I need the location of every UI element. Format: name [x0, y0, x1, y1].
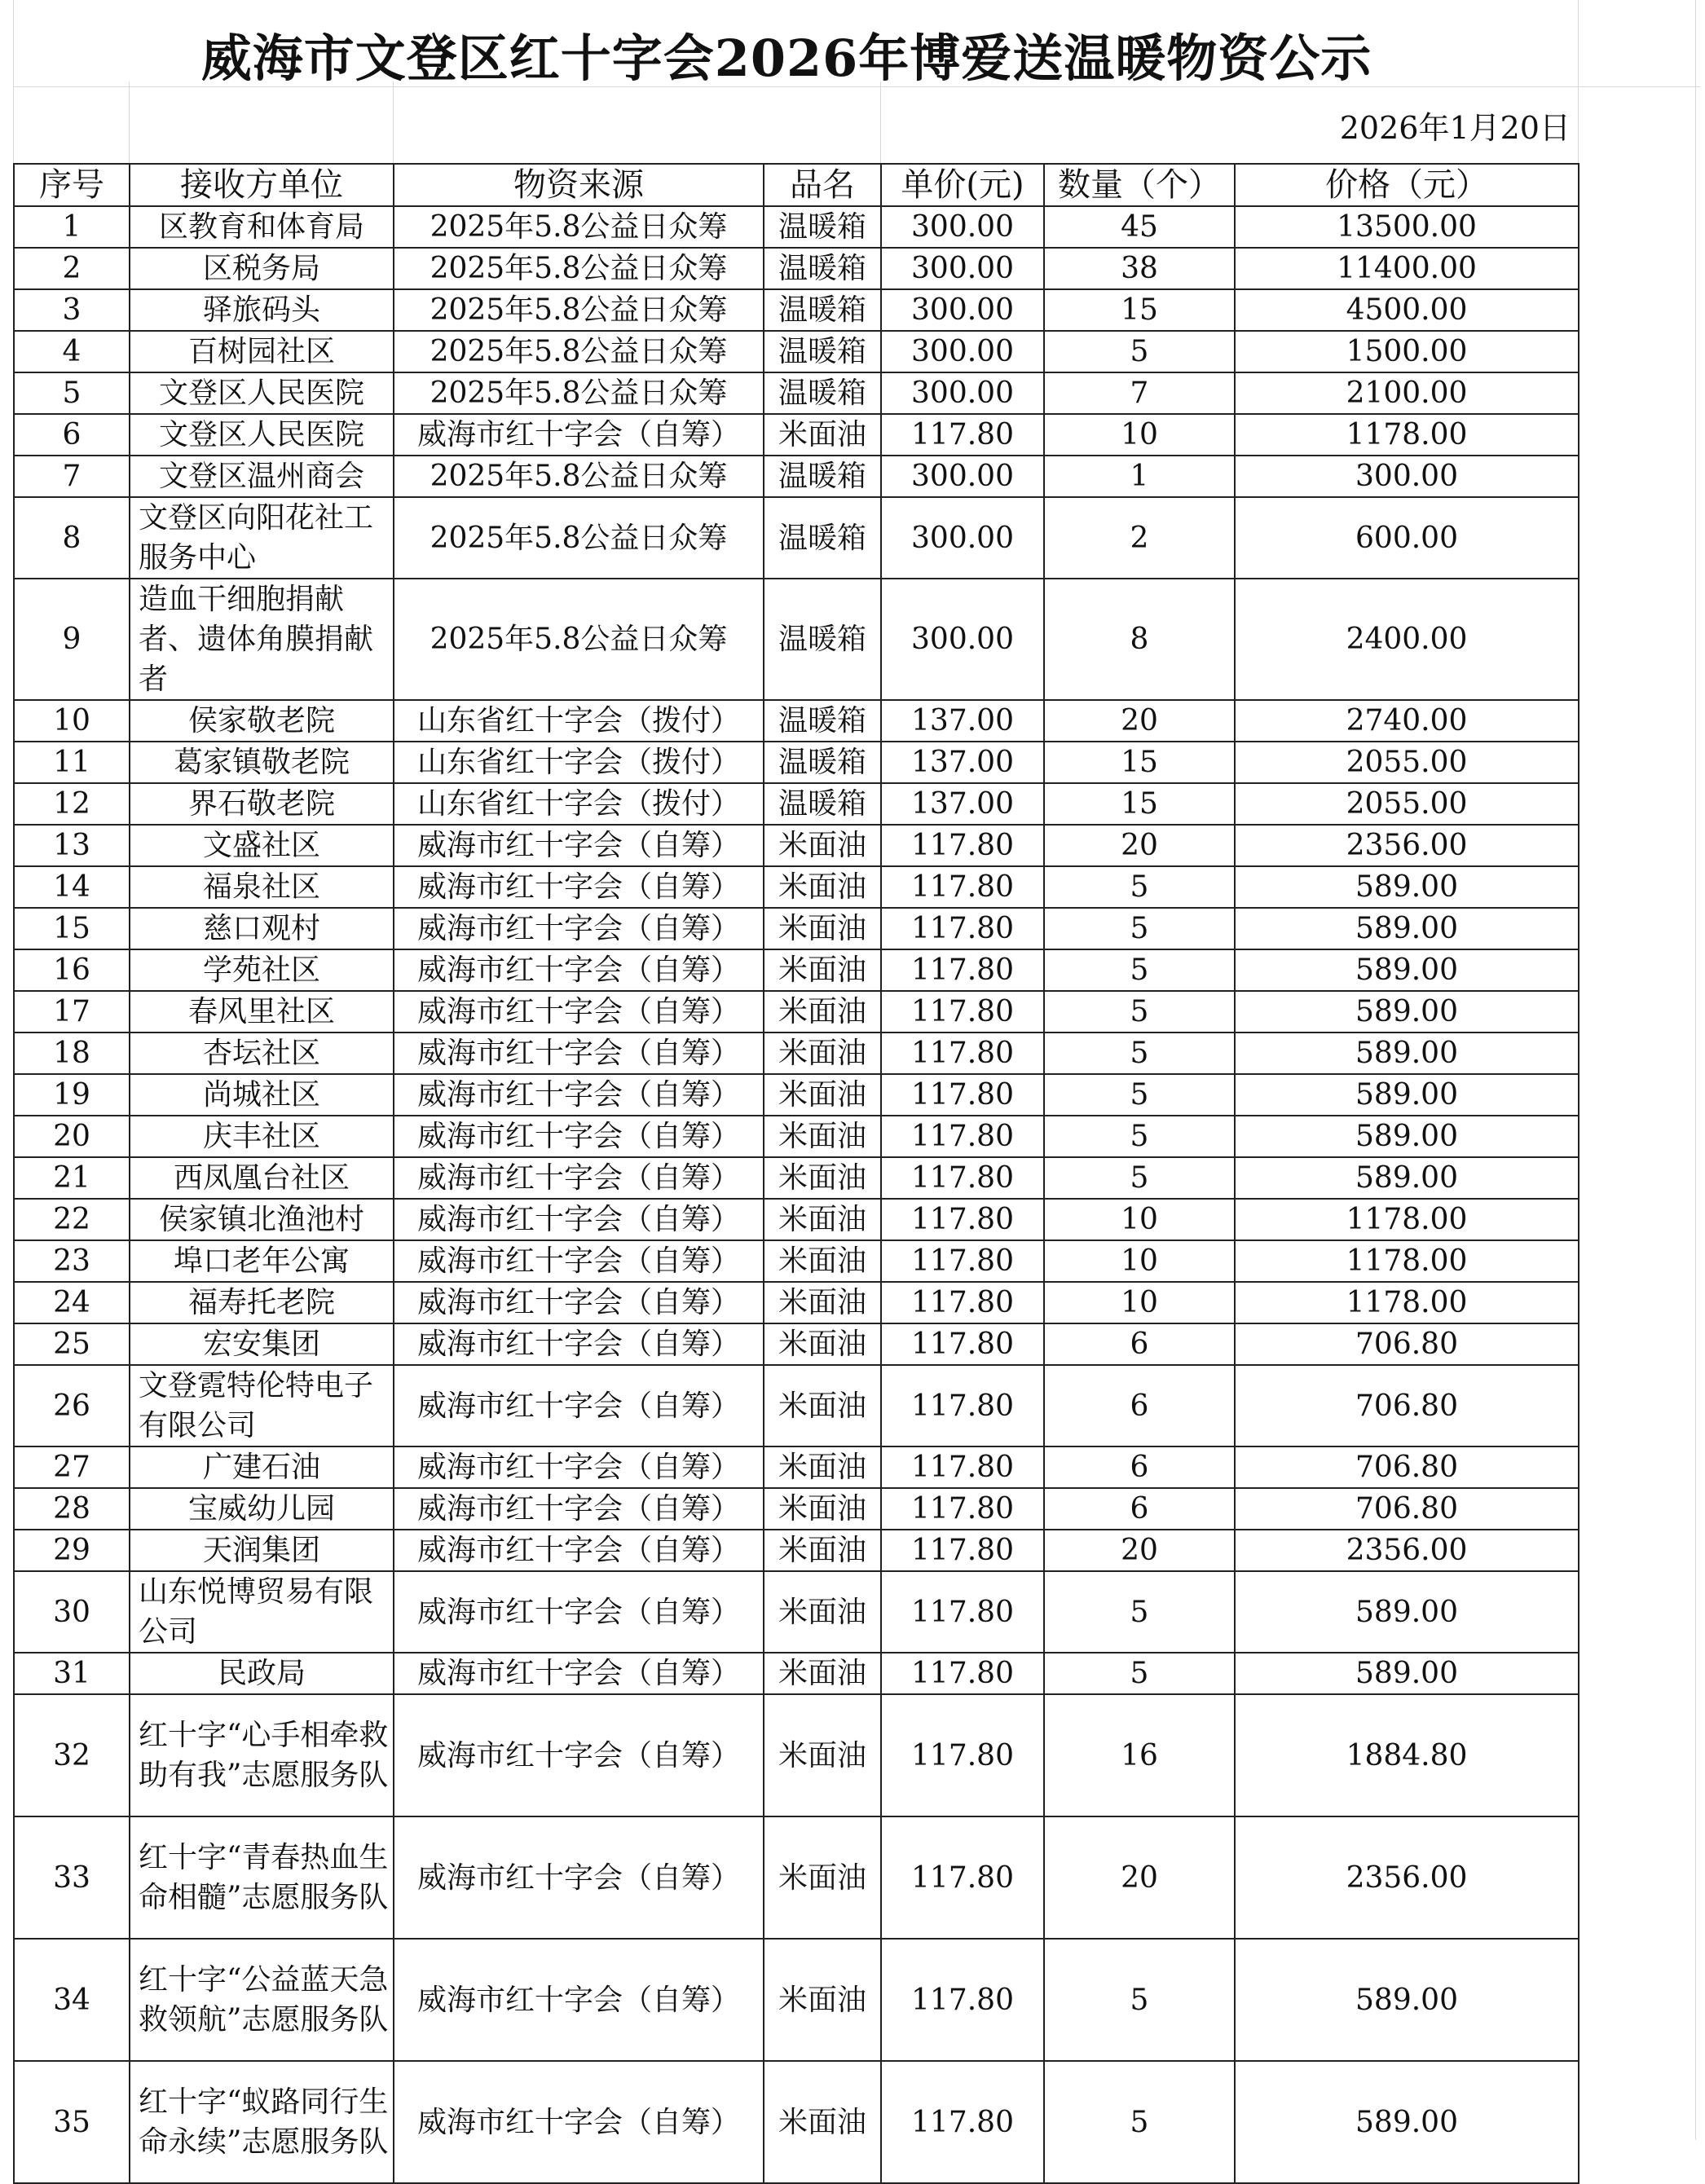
unit-price: 137.00	[881, 783, 1044, 825]
header-total: 价格（元）	[1235, 164, 1579, 206]
item-name: 米面油	[764, 1653, 881, 1694]
total-price: 589.00	[1235, 1116, 1579, 1157]
unit-price: 117.80	[881, 1694, 1044, 1816]
table-row	[14, 331, 1579, 372]
item-name: 温暖箱	[764, 497, 881, 579]
item-name: 米面油	[764, 1116, 881, 1157]
unit-price: 117.80	[881, 991, 1044, 1033]
material-source: 威海市红十字会（自筹）	[394, 949, 764, 991]
grid-line	[1695, 0, 1696, 2140]
quantity: 15	[1044, 289, 1235, 331]
table-row	[14, 1365, 1579, 1446]
material-source: 山东省红十字会（拨付）	[394, 742, 764, 783]
unit-price: 300.00	[881, 372, 1044, 414]
unit-price: 117.80	[881, 1157, 1044, 1199]
row-number: 22	[14, 1199, 130, 1240]
unit-price: 117.80	[881, 908, 1044, 949]
unit-price: 117.80	[881, 1116, 1044, 1157]
material-source: 威海市红十字会（自筹）	[394, 1282, 764, 1323]
item-name: 米面油	[764, 1074, 881, 1116]
item-name: 米面油	[764, 908, 881, 949]
row-number: 15	[14, 908, 130, 949]
table-row	[14, 1446, 1579, 1488]
unit-price: 117.80	[881, 1282, 1044, 1323]
unit-price: 117.80	[881, 1365, 1044, 1446]
recipient-unit: 侯家镇北渔池村	[130, 1199, 394, 1240]
unit-price: 300.00	[881, 206, 1044, 248]
unit-price: 300.00	[881, 579, 1044, 700]
total-price: 11400.00	[1235, 248, 1579, 289]
table-row	[14, 1530, 1579, 1571]
unit-price: 117.80	[881, 1816, 1044, 1939]
unit-price: 117.80	[881, 1446, 1044, 1488]
recipient-unit: 造血干细胞捐献者、遗体角膜捐献者	[130, 579, 394, 700]
table-row	[14, 289, 1579, 331]
recipient-unit: 天润集团	[130, 1530, 394, 1571]
table-row	[14, 579, 1579, 700]
total-price: 13500.00	[1235, 206, 1579, 248]
recipient-unit: 杏坛社区	[130, 1033, 394, 1074]
quantity: 15	[1044, 742, 1235, 783]
material-source: 威海市红十字会（自筹）	[394, 908, 764, 949]
total-price: 589.00	[1235, 1074, 1579, 1116]
row-number: 25	[14, 1323, 130, 1365]
material-source: 威海市红十字会（自筹）	[394, 1571, 764, 1653]
unit-price: 300.00	[881, 331, 1044, 372]
recipient-unit: 百树园社区	[130, 331, 394, 372]
item-name: 米面油	[764, 1939, 881, 2061]
item-name: 温暖箱	[764, 700, 881, 742]
recipient-unit: 红十字“蚁路同行生命永续”志愿服务队	[130, 2061, 394, 2183]
recipient-unit: 区税务局	[130, 248, 394, 289]
row-number: 23	[14, 1240, 130, 1282]
material-source: 威海市红十字会（自筹）	[394, 825, 764, 866]
table-row	[14, 783, 1579, 825]
material-source: 2025年5.8公益日众筹	[394, 372, 764, 414]
material-source: 威海市红十字会（自筹）	[394, 1446, 764, 1488]
quantity: 5	[1044, 949, 1235, 991]
unit-price: 117.80	[881, 866, 1044, 908]
recipient-unit: 福寿托老院	[130, 1282, 394, 1323]
row-number: 18	[14, 1033, 130, 1074]
material-source: 威海市红十字会（自筹）	[394, 1074, 764, 1116]
header-unit: 接收方单位	[130, 164, 394, 206]
item-name: 温暖箱	[764, 331, 881, 372]
item-name: 米面油	[764, 1282, 881, 1323]
quantity: 6	[1044, 1488, 1235, 1530]
total-price: 4500.00	[1235, 289, 1579, 331]
total-price: 2356.00	[1235, 1816, 1579, 1939]
table-row	[14, 414, 1579, 456]
item-name: 温暖箱	[764, 742, 881, 783]
table-row	[14, 206, 1579, 248]
total-price: 600.00	[1235, 497, 1579, 579]
item-name: 米面油	[764, 1571, 881, 1653]
unit-price: 300.00	[881, 497, 1044, 579]
total-price: 2055.00	[1235, 783, 1579, 825]
page-title: 威海市文登区红十字会2026年博爱送温暖物资公示	[200, 29, 1372, 88]
table-row	[14, 1816, 1579, 1939]
row-number: 27	[14, 1446, 130, 1488]
publish-date: 2026年1月20日	[1339, 110, 1571, 146]
quantity: 1	[1044, 456, 1235, 497]
recipient-unit: 埠口老年公寓	[130, 1240, 394, 1282]
row-number: 20	[14, 1116, 130, 1157]
recipient-unit: 文登区人民医院	[130, 414, 394, 456]
quantity: 5	[1044, 2061, 1235, 2183]
table-row	[14, 1074, 1579, 1116]
item-name: 米面油	[764, 414, 881, 456]
recipient-unit: 文登区人民医院	[130, 372, 394, 414]
quantity: 38	[1044, 248, 1235, 289]
material-source: 2025年5.8公益日众筹	[394, 206, 764, 248]
material-source: 威海市红十字会（自筹）	[394, 1694, 764, 1816]
total-price: 706.80	[1235, 1323, 1579, 1365]
quantity: 10	[1044, 1199, 1235, 1240]
table-row	[14, 866, 1579, 908]
table-row	[14, 1694, 1579, 1816]
total-price: 1884.80	[1235, 1694, 1579, 1816]
total-price: 706.80	[1235, 1488, 1579, 1530]
total-price: 2055.00	[1235, 742, 1579, 783]
item-name: 米面油	[764, 1365, 881, 1446]
recipient-unit: 宏安集团	[130, 1323, 394, 1365]
material-source: 2025年5.8公益日众筹	[394, 456, 764, 497]
row-number: 33	[14, 1816, 130, 1939]
table-row	[14, 742, 1579, 783]
material-source: 威海市红十字会（自筹）	[394, 1240, 764, 1282]
quantity: 16	[1044, 1694, 1235, 1816]
unit-price: 117.80	[881, 414, 1044, 456]
material-source: 威海市红十字会（自筹）	[394, 1365, 764, 1446]
total-price: 1178.00	[1235, 414, 1579, 456]
total-price: 2400.00	[1235, 579, 1579, 700]
material-source: 2025年5.8公益日众筹	[394, 579, 764, 700]
recipient-unit: 民政局	[130, 1653, 394, 1694]
quantity: 10	[1044, 1282, 1235, 1323]
row-number: 24	[14, 1282, 130, 1323]
row-number: 2	[14, 248, 130, 289]
recipient-unit: 尚城社区	[130, 1074, 394, 1116]
quantity: 20	[1044, 825, 1235, 866]
item-name: 米面油	[764, 1199, 881, 1240]
unit-price: 117.80	[881, 825, 1044, 866]
total-price: 2356.00	[1235, 1530, 1579, 1571]
quantity: 5	[1044, 1074, 1235, 1116]
table-row	[14, 248, 1579, 289]
item-name: 温暖箱	[764, 206, 881, 248]
item-name: 温暖箱	[764, 289, 881, 331]
material-source: 2025年5.8公益日众筹	[394, 289, 764, 331]
quantity: 5	[1044, 1571, 1235, 1653]
item-name: 米面油	[764, 1157, 881, 1199]
unit-price: 117.80	[881, 1240, 1044, 1282]
row-number: 28	[14, 1488, 130, 1530]
row-number: 3	[14, 289, 130, 331]
header-source: 物资来源	[394, 164, 764, 206]
row-number: 10	[14, 700, 130, 742]
recipient-unit: 文盛社区	[130, 825, 394, 866]
distribution-table	[13, 163, 1579, 2184]
quantity: 20	[1044, 1816, 1235, 1939]
row-number: 7	[14, 456, 130, 497]
table-row	[14, 497, 1579, 579]
header-qty: 数量（个）	[1044, 164, 1235, 206]
recipient-unit: 广建石油	[130, 1446, 394, 1488]
table-row	[14, 2061, 1579, 2183]
unit-price: 117.80	[881, 1530, 1044, 1571]
total-price: 589.00	[1235, 949, 1579, 991]
table-row	[14, 1199, 1579, 1240]
recipient-unit: 宝威幼儿园	[130, 1488, 394, 1530]
item-name: 米面油	[764, 1530, 881, 1571]
total-price: 300.00	[1235, 456, 1579, 497]
table-row	[14, 1323, 1579, 1365]
quantity: 5	[1044, 1939, 1235, 2061]
recipient-unit: 葛家镇敬老院	[130, 742, 394, 783]
material-source: 2025年5.8公益日众筹	[394, 248, 764, 289]
material-source: 威海市红十字会（自筹）	[394, 866, 764, 908]
total-price: 1178.00	[1235, 1282, 1579, 1323]
quantity: 6	[1044, 1323, 1235, 1365]
item-name: 米面油	[764, 866, 881, 908]
row-number: 35	[14, 2061, 130, 2183]
material-source: 威海市红十字会（自筹）	[394, 991, 764, 1033]
recipient-unit: 庆丰社区	[130, 1116, 394, 1157]
unit-price: 137.00	[881, 742, 1044, 783]
recipient-unit: 慈口观村	[130, 908, 394, 949]
material-source: 威海市红十字会（自筹）	[394, 1939, 764, 2061]
quantity: 8	[1044, 579, 1235, 700]
recipient-unit: 红十字“心手相牵救助有我”志愿服务队	[130, 1694, 394, 1816]
row-number: 17	[14, 991, 130, 1033]
row-number: 14	[14, 866, 130, 908]
unit-price: 117.80	[881, 1653, 1044, 1694]
table-row	[14, 700, 1579, 742]
quantity: 5	[1044, 908, 1235, 949]
recipient-unit: 红十字“青春热血生命相髓”志愿服务队	[130, 1816, 394, 1939]
unit-price: 300.00	[881, 248, 1044, 289]
recipient-unit: 文登霓特伦特电子有限公司	[130, 1365, 394, 1446]
unit-price: 117.80	[881, 2061, 1044, 2183]
item-name: 温暖箱	[764, 372, 881, 414]
row-number: 4	[14, 331, 130, 372]
total-price: 589.00	[1235, 1571, 1579, 1653]
unit-price: 117.80	[881, 1571, 1044, 1653]
total-price: 589.00	[1235, 1033, 1579, 1074]
item-name: 米面油	[764, 825, 881, 866]
total-price: 1178.00	[1235, 1199, 1579, 1240]
total-price: 589.00	[1235, 2061, 1579, 2183]
total-price: 2100.00	[1235, 372, 1579, 414]
recipient-unit: 界石敬老院	[130, 783, 394, 825]
unit-price: 300.00	[881, 289, 1044, 331]
item-name: 温暖箱	[764, 783, 881, 825]
table-row	[14, 456, 1579, 497]
item-name: 温暖箱	[764, 248, 881, 289]
row-number: 1	[14, 206, 130, 248]
quantity: 5	[1044, 1116, 1235, 1157]
unit-price: 117.80	[881, 949, 1044, 991]
total-price: 1178.00	[1235, 1240, 1579, 1282]
quantity: 45	[1044, 206, 1235, 248]
table-row	[14, 1240, 1579, 1282]
material-source: 威海市红十字会（自筹）	[394, 1116, 764, 1157]
table-header-row	[14, 164, 1579, 206]
row-number: 9	[14, 579, 130, 700]
material-source: 2025年5.8公益日众筹	[394, 497, 764, 579]
header-no: 序号	[14, 164, 130, 206]
quantity: 5	[1044, 1033, 1235, 1074]
quantity: 10	[1044, 1240, 1235, 1282]
row-number: 8	[14, 497, 130, 579]
material-source: 2025年5.8公益日众筹	[394, 331, 764, 372]
unit-price: 300.00	[881, 456, 1044, 497]
row-number: 29	[14, 1530, 130, 1571]
table-row	[14, 908, 1579, 949]
recipient-unit: 区教育和体育局	[130, 206, 394, 248]
material-source: 威海市红十字会（自筹）	[394, 1157, 764, 1199]
grid-line	[129, 81, 130, 163]
item-name: 米面油	[764, 991, 881, 1033]
material-source: 威海市红十字会（自筹）	[394, 1488, 764, 1530]
total-price: 589.00	[1235, 908, 1579, 949]
total-price: 2740.00	[1235, 700, 1579, 742]
table-row	[14, 1033, 1579, 1074]
table-row	[14, 1653, 1579, 1694]
quantity: 10	[1044, 414, 1235, 456]
unit-price: 117.80	[881, 1323, 1044, 1365]
recipient-unit: 侯家敬老院	[130, 700, 394, 742]
grid-line	[880, 81, 881, 163]
recipient-unit: 西凤凰台社区	[130, 1157, 394, 1199]
quantity: 5	[1044, 991, 1235, 1033]
table-row	[14, 991, 1579, 1033]
recipient-unit: 福泉社区	[130, 866, 394, 908]
quantity: 20	[1044, 1530, 1235, 1571]
grid-line	[393, 81, 394, 163]
row-number: 30	[14, 1571, 130, 1653]
header-item: 品名	[764, 164, 881, 206]
row-number: 34	[14, 1939, 130, 2061]
unit-price: 117.80	[881, 1199, 1044, 1240]
quantity: 5	[1044, 331, 1235, 372]
recipient-unit: 学苑社区	[130, 949, 394, 991]
material-source: 威海市红十字会（自筹）	[394, 414, 764, 456]
recipient-unit: 驿旅码头	[130, 289, 394, 331]
total-price: 589.00	[1235, 1653, 1579, 1694]
item-name: 米面油	[764, 949, 881, 991]
quantity: 20	[1044, 700, 1235, 742]
quantity: 5	[1044, 866, 1235, 908]
recipient-unit: 文登区温州商会	[130, 456, 394, 497]
table-row	[14, 1282, 1579, 1323]
header-price: 单价(元)	[881, 164, 1044, 206]
material-source: 威海市红十字会（自筹）	[394, 1653, 764, 1694]
quantity: 15	[1044, 783, 1235, 825]
table-row	[14, 1157, 1579, 1199]
material-source: 威海市红十字会（自筹）	[394, 1199, 764, 1240]
material-source: 山东省红十字会（拨付）	[394, 700, 764, 742]
total-price: 706.80	[1235, 1446, 1579, 1488]
material-source: 威海市红十字会（自筹）	[394, 2061, 764, 2183]
material-source: 威海市红十字会（自筹）	[394, 1816, 764, 1939]
total-price: 589.00	[1235, 991, 1579, 1033]
table-row	[14, 949, 1579, 991]
item-name: 温暖箱	[764, 456, 881, 497]
quantity: 7	[1044, 372, 1235, 414]
unit-price: 137.00	[881, 700, 1044, 742]
item-name: 米面油	[764, 1446, 881, 1488]
total-price: 2356.00	[1235, 825, 1579, 866]
row-number: 11	[14, 742, 130, 783]
row-number: 16	[14, 949, 130, 991]
table-row	[14, 1939, 1579, 2061]
recipient-unit: 文登区向阳花社工服务中心	[130, 497, 394, 579]
row-number: 13	[14, 825, 130, 866]
material-source: 威海市红十字会（自筹）	[394, 1323, 764, 1365]
table-row	[14, 825, 1579, 866]
row-number: 32	[14, 1694, 130, 1816]
quantity: 6	[1044, 1365, 1235, 1446]
row-number: 31	[14, 1653, 130, 1694]
unit-price: 117.80	[881, 1939, 1044, 2061]
row-number: 5	[14, 372, 130, 414]
total-price: 589.00	[1235, 1157, 1579, 1199]
quantity: 6	[1044, 1446, 1235, 1488]
item-name: 温暖箱	[764, 579, 881, 700]
table-row	[14, 1116, 1579, 1157]
total-price: 1500.00	[1235, 331, 1579, 372]
item-name: 米面油	[764, 1816, 881, 1939]
unit-price: 117.80	[881, 1488, 1044, 1530]
row-number: 12	[14, 783, 130, 825]
recipient-unit: 山东悦博贸易有限公司	[130, 1571, 394, 1653]
item-name: 米面油	[764, 1240, 881, 1282]
quantity: 5	[1044, 1157, 1235, 1199]
row-number: 19	[14, 1074, 130, 1116]
total-price: 589.00	[1235, 866, 1579, 908]
recipient-unit: 红十字“公益蓝天急救领航”志愿服务队	[130, 1939, 394, 2061]
row-number: 21	[14, 1157, 130, 1199]
unit-price: 117.80	[881, 1074, 1044, 1116]
row-number: 26	[14, 1365, 130, 1446]
table-row	[14, 1488, 1579, 1530]
item-name: 米面油	[764, 1694, 881, 1816]
item-name: 米面油	[764, 1323, 881, 1365]
total-price: 706.80	[1235, 1365, 1579, 1446]
table-row	[14, 372, 1579, 414]
material-source: 山东省红十字会（拨付）	[394, 783, 764, 825]
total-price: 589.00	[1235, 1939, 1579, 2061]
material-source: 威海市红十字会（自筹）	[394, 1033, 764, 1074]
row-number: 6	[14, 414, 130, 456]
item-name: 米面油	[764, 2061, 881, 2183]
item-name: 米面油	[764, 1488, 881, 1530]
unit-price: 117.80	[881, 1033, 1044, 1074]
quantity: 5	[1044, 1653, 1235, 1694]
item-name: 米面油	[764, 1033, 881, 1074]
quantity: 2	[1044, 497, 1235, 579]
table-row	[14, 1571, 1579, 1653]
recipient-unit: 春风里社区	[130, 991, 394, 1033]
material-source: 威海市红十字会（自筹）	[394, 1530, 764, 1571]
